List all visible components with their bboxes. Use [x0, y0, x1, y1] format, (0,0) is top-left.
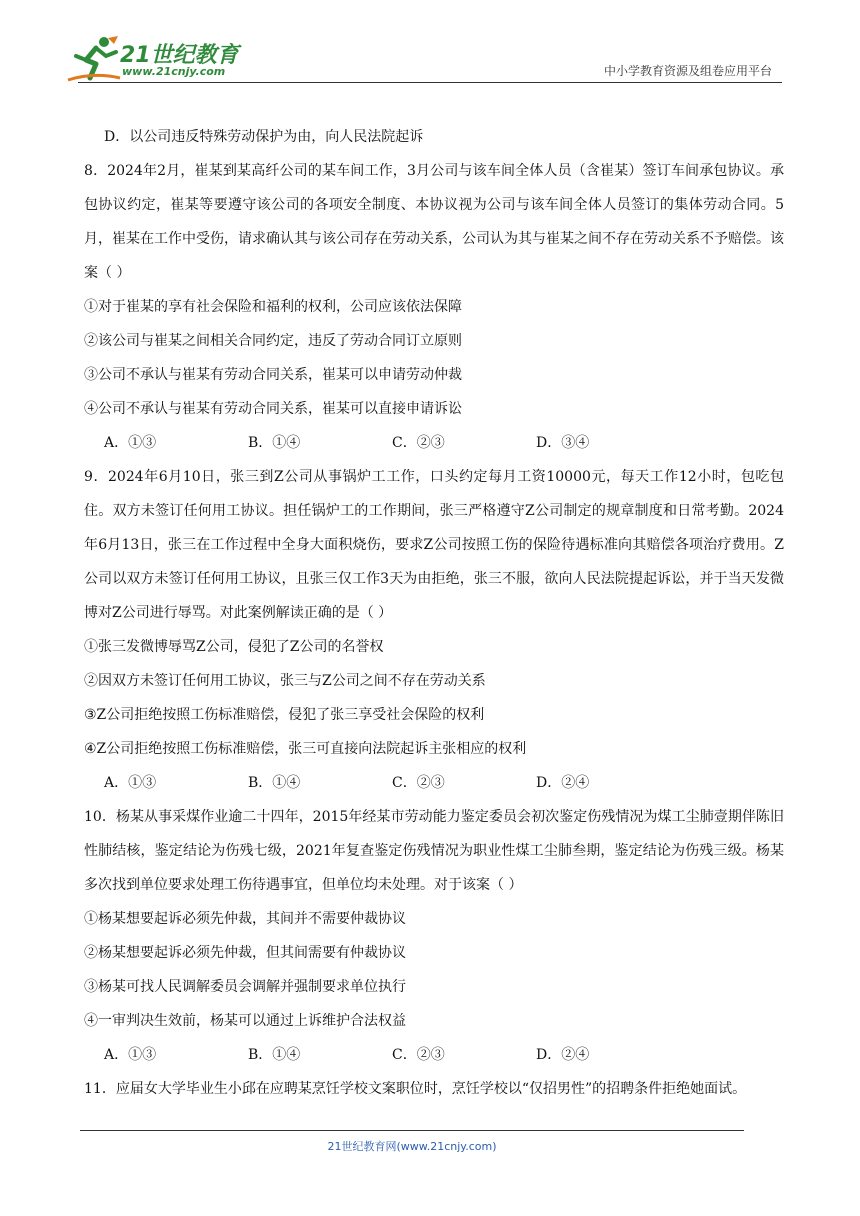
q8-option-d: D．③④	[536, 435, 590, 451]
q8-option-a: A．①③	[104, 435, 157, 451]
q9-option-d: D．②④	[536, 775, 590, 791]
q8-options	[84, 426, 784, 460]
q10-option-d: D．②④	[536, 1047, 590, 1063]
q10-item-2: ②杨某想要起诉必须先仲裁，但其间需要有仲裁协议	[84, 945, 406, 961]
q8-stem: 8．2024年2月，崔某到某高纤公司的某车间工作，3月公司与该车间全体人员（含崔某）签订车间承包协议。承包协议约定，崔某等要遵守该公司的各项安全制度、本协议视为公司与该车间全体人员签订的集体劳动合同。5月，崔某在工作中受伤，请求确认其与该公司存在劳动关系，公司认为其与崔某之间不存在劳动关系不予赔偿。该案（ ）	[84, 163, 784, 281]
q8-option-b: B．①④	[248, 435, 301, 451]
q10-options	[84, 1038, 784, 1072]
q9-options	[84, 766, 784, 800]
q10-item-1: ①杨某想要起诉必须先仲裁，其间并不需要仲裁协议	[84, 911, 406, 927]
q10-item-4: ④一审判决生效前，杨某可以通过上诉维护合法权益	[84, 1013, 406, 1029]
q8-item-3: ③公司不承认与崔某有劳动合同关系，崔某可以申请劳动仲裁	[84, 367, 462, 383]
q10-option-b: B．①④	[248, 1047, 301, 1063]
q8-item-4: ④公司不承认与崔某有劳动合同关系，崔某可以直接申请诉讼	[84, 401, 462, 417]
q9-item-4: ④Z公司拒绝按照工伤标准赔偿，张三可直接向法院起诉主张相应的权利	[84, 741, 527, 757]
q10-option-a: A．①③	[104, 1047, 157, 1063]
q11-stem: 11．应届女大学毕业生小邱在应聘某烹饪学校文案职位时，烹饪学校以“仅招男性”的招聘条件拒绝她面试。	[84, 1081, 747, 1097]
q8-item-1: ①对于崔某的享有社会保险和福利的权利，公司应该依法保障	[84, 299, 462, 315]
q8-option-c: C．②③	[392, 435, 445, 451]
question-content	[84, 120, 784, 1106]
header-divider	[78, 82, 782, 83]
q9-option-b: B．①④	[248, 775, 301, 791]
q9-option-a: A．①③	[104, 775, 157, 791]
q10-option-c: C．②③	[392, 1047, 445, 1063]
q9-stem: 9．2024年6月10日，张三到Z公司从事锅炉工工作，口头约定每月工资10000元，每天工作12小时，包吃包住。双方未签订任何用工协议。担任锅炉工的工作期间，张三严格遵守Z公司制定的规章制度和日常考勤。2024年6月13日，张三在工作过程中全身大面积烧伤，要求Z公司按照工伤的保险待遇标准向其赔偿各项治疗费用。Z公司以双方未签订任何用工协议，且张三仅工作3天为由拒绝，张三不服，欲向人民法院提起诉讼，并于当天发微博对Z公司进行辱骂。对此案例解读正确的是（ ）	[84, 469, 784, 621]
q9-option-c: C．②③	[392, 775, 445, 791]
logo-url: www.21cnjy.com	[122, 65, 226, 78]
q8-item-2: ②该公司与崔某之间相关合同约定，违反了劳动合同订立原则	[84, 333, 462, 349]
logo-text: 21世纪教育	[120, 43, 239, 68]
platform-title: 中小学教育资源及组卷应用平台	[603, 64, 772, 78]
q10-stem: 10．杨某从事采煤作业逾二十四年，2015年经某市劳动能力鉴定委员会初次鉴定伤残情况为煤工尘肺壹期伴陈旧性肺结核，鉴定结论为伤残七级，2021年复查鉴定伤残情况为职业性煤工尘肺叁期，鉴定结论为伤残三级。杨某多次找到单位要求处理工伤待遇事宜，但单位均未处理。对于该案（ ）	[84, 809, 784, 893]
q9-item-1: ①张三发微博辱骂Z公司，侵犯了Z公司的名誉权	[84, 639, 384, 655]
q9-item-2: ②因双方未签订任何用工协议，张三与Z公司之间不存在劳动关系	[84, 673, 486, 689]
footer-divider	[80, 1130, 744, 1131]
runner-logo-icon	[66, 34, 122, 84]
footer-link[interactable]: 21世纪教育网(www.21cnjy.com)	[327, 1140, 497, 1153]
logo	[66, 34, 246, 86]
q7-option-d: D．以公司违反特殊劳动保护为由，向人民法院起诉	[104, 129, 424, 145]
page-header	[0, 0, 860, 90]
q10-item-3: ③杨某可找人民调解委员会调解并强制要求单位执行	[84, 979, 406, 995]
q9-item-3: ③Z公司拒绝按照工伤标准赔偿，侵犯了张三享受社会保险的权利	[84, 707, 485, 723]
